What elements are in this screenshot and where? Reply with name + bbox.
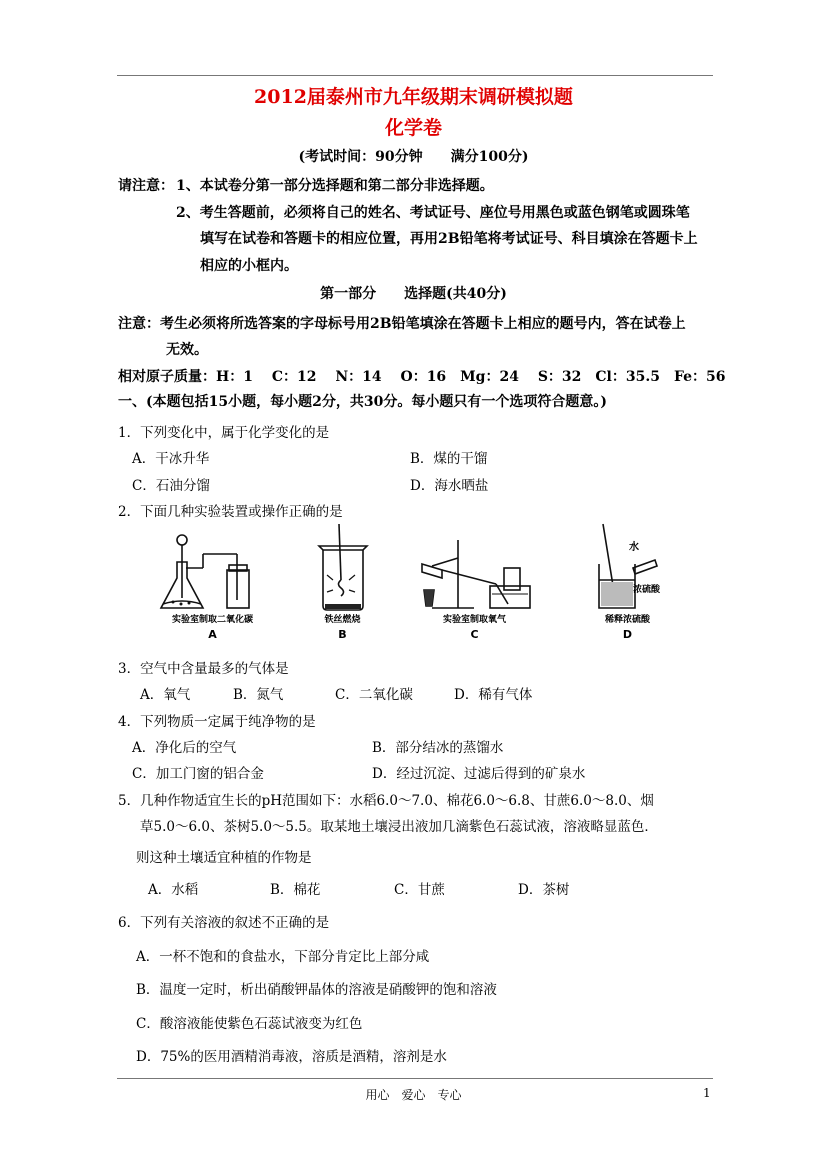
part1-notice-line1: 注意：考生必须将所选答案的字母标号用2B铅笔填涂在答题卡上相应的题号内，答在试卷上 xyxy=(118,316,686,332)
notes-label: 请注意： xyxy=(118,178,174,194)
q5-option-a: A．水稻 xyxy=(148,882,199,898)
figure-d-letter: D xyxy=(622,628,633,641)
figure-b-caption: 铁丝燃烧 xyxy=(324,615,361,625)
note-2-line2: 填写在试卷和答题卡的相应位置，再用2B铅笔将考试证号、科目填涂在答题卡上 xyxy=(200,231,698,247)
q1-option-a: A．干冰升华 xyxy=(132,451,210,467)
q3-option-b: B．氮气 xyxy=(233,687,284,703)
figure-b xyxy=(305,520,380,650)
figure-c xyxy=(412,520,537,650)
q1-option-b: B．煤的干馏 xyxy=(410,451,488,467)
q6-stem: 6．下列有关溶液的叙述不正确的是 xyxy=(118,915,330,931)
q3-option-a: A．氧气 xyxy=(140,687,191,703)
figure-a-letter: A xyxy=(208,628,217,641)
q4-option-c: C．加工门窗的铝合金 xyxy=(132,766,264,782)
exam-subtitle: 化学卷 xyxy=(384,117,442,139)
exam-title: 2012届泰州市九年级期末调研模拟题 xyxy=(254,86,573,108)
atomic-masses: 相对原子质量：H：1 C：12 N：14 O：16 Mg：24 S：32 Cl：35.5 Fe：56 xyxy=(118,369,726,385)
q6-option-d: D．75%的医用酒精消毒液，溶质是酒精，溶剂是水 xyxy=(136,1049,447,1065)
note-1: 1、本试卷分第一部分选择题和第二部分非选择题。 xyxy=(176,178,494,194)
figure-d-caption: 稀释浓硫酸 xyxy=(604,615,650,625)
q5-option-c: C．甘蔗 xyxy=(394,882,445,898)
q5-line2: 草5.0～6.0、茶树5.0～5.5。取某地土壤浸出液加几滴紫色石蕊试液，溶液略显蓝色． xyxy=(140,819,658,835)
q6-option-b: B．温度一定时，析出硝酸钾晶体的溶液是硝酸钾的饱和溶液 xyxy=(136,982,497,998)
diluting-acid-drawing xyxy=(585,520,670,620)
q4-stem: 4．下列物质一定属于纯净物的是 xyxy=(118,714,316,730)
figure-d-water-label: 水 xyxy=(629,542,639,553)
figure-c-letter: C xyxy=(470,628,479,641)
q5-line3: 则这种土壤适宜种植的作物是 xyxy=(136,850,312,866)
q3-option-c: C．二氧化碳 xyxy=(335,687,413,703)
top-rule xyxy=(117,75,713,76)
figure-a xyxy=(155,520,270,650)
note-2-line3: 相应的小框内。 xyxy=(200,258,298,274)
q4-option-a: A．净化后的空气 xyxy=(132,740,237,756)
oxygen-apparatus-drawing xyxy=(412,520,537,620)
figure-b-letter: B xyxy=(338,628,347,641)
q6-option-c: C．酸溶液能使紫色石蕊试液变为红色 xyxy=(136,1016,363,1032)
q1-option-c: C．石油分馏 xyxy=(132,478,210,494)
part1-notice-line2: 无效。 xyxy=(166,342,208,358)
co2-apparatus-drawing xyxy=(155,520,270,620)
bottom-rule xyxy=(117,1078,713,1079)
section-1-heading: 一、(本题包括15小题，每小题2分，共30分。每小题只有一个选项符合题意。) xyxy=(118,394,607,410)
exam-info: (考试时间：90分钟 满分100分) xyxy=(298,149,529,165)
footer-motto: 用心 爱心 专心 xyxy=(365,1088,462,1102)
q1-option-d: D．海水晒盐 xyxy=(410,478,489,494)
q5-option-b: B．棉花 xyxy=(270,882,321,898)
part1-heading: 第一部分 选择题(共40分) xyxy=(320,286,507,302)
iron-wire-burning-drawing xyxy=(305,520,380,620)
q5-option-d: D．茶树 xyxy=(518,882,570,898)
q5-line1: 5．几种作物适宜生长的pH范围如下：水稻6.0～7.0、棉花6.0～6.8、甘蔗6.0～8.0、烟 xyxy=(118,793,654,809)
q4-option-b: B．部分结冰的蒸馏水 xyxy=(372,740,504,756)
figure-c-caption: 实验室制取氧气 xyxy=(442,615,506,625)
figure-d-acid-label: 浓硫酸 xyxy=(633,585,661,595)
q3-option-d: D．稀有气体 xyxy=(454,687,533,703)
q2-stem: 2．下面几种实验装置或操作正确的是 xyxy=(118,504,343,520)
figure-d xyxy=(585,520,670,650)
note-2-line1: 2、考生答题前，必须将自己的姓名、考试证号、座位号用黑色或蓝色钢笔或圆珠笔 xyxy=(176,205,690,221)
q4-option-d: D．经过沉淀、过滤后得到的矿泉水 xyxy=(372,766,586,782)
q3-stem: 3．空气中含量最多的气体是 xyxy=(118,661,289,677)
q6-option-a: A．一杯不饱和的食盐水，下部分肯定比上部分咸 xyxy=(136,949,430,965)
page-number: 1 xyxy=(703,1086,711,1100)
figure-a-caption: 实验室制取二氧化碳 xyxy=(171,615,253,625)
q1-stem: 1．下列变化中，属于化学变化的是 xyxy=(118,425,330,441)
